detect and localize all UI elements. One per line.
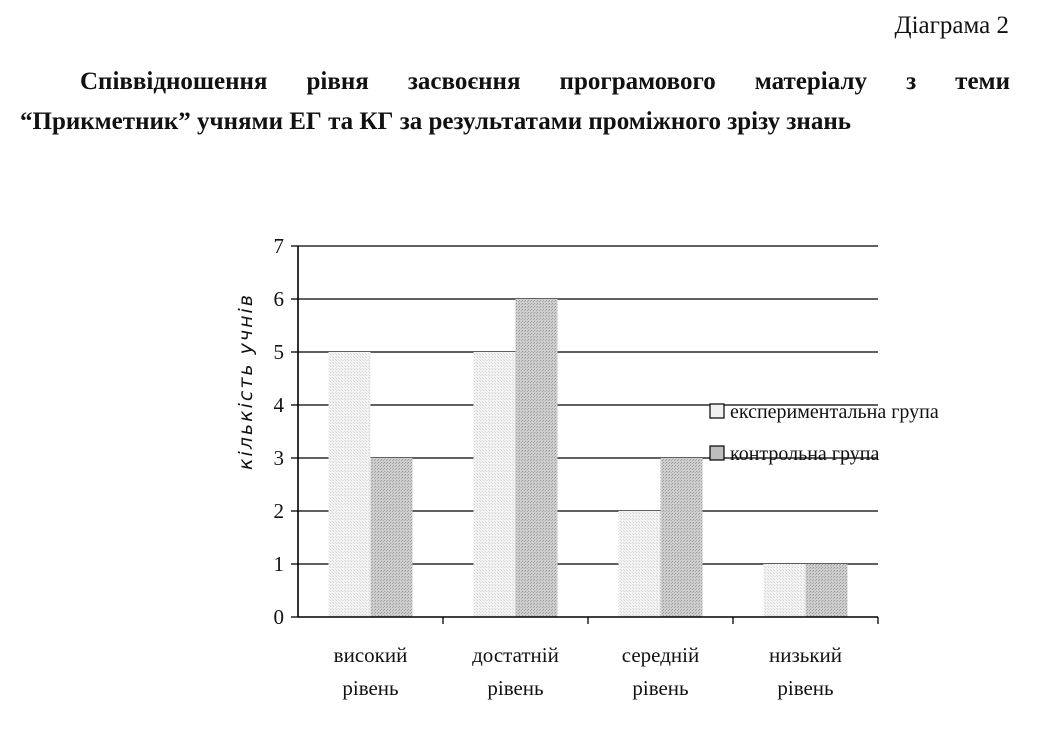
legend-swatch — [710, 446, 724, 460]
bar — [619, 511, 661, 617]
x-tick-label: високий — [333, 643, 408, 667]
y-tick-label: 3 — [273, 446, 284, 470]
bar — [516, 299, 558, 617]
y-tick-label: 1 — [273, 552, 284, 576]
bar — [474, 352, 516, 617]
bar — [371, 458, 413, 617]
chart-title-line-2: “Прикметник” учнями ЕГ та КГ за результатами проміжного зрізу знань — [20, 108, 851, 135]
y-tick-label: 6 — [273, 287, 284, 311]
x-tick-label: достатній — [472, 643, 559, 667]
y-tick-label: 5 — [273, 340, 284, 364]
bar — [661, 458, 703, 617]
y-axis-label: кількість учнів — [235, 293, 257, 470]
y-tick-label: 4 — [273, 393, 284, 417]
legend-swatch — [710, 404, 724, 418]
legend-label: контрольна група — [730, 443, 880, 465]
bar — [329, 352, 371, 617]
x-tick-label: середній — [621, 643, 700, 667]
y-tick-label: 7 — [273, 234, 284, 258]
x-tick-label: рівень — [777, 676, 834, 700]
legend-label: експериментальна група — [730, 401, 939, 423]
y-tick-label: 2 — [273, 499, 284, 523]
legend — [710, 401, 939, 465]
x-tick-label: рівень — [487, 676, 544, 700]
y-tick-label: 0 — [273, 605, 284, 629]
diagram-number: Діаграма 2 — [894, 12, 1009, 39]
chart-title-line-1: Співвідношення рівня засвоєння програмового матеріалу з теми — [80, 68, 1010, 95]
x-tick-label: рівень — [342, 676, 399, 700]
x-tick-label: низький — [768, 643, 843, 667]
bar — [806, 564, 848, 617]
bar — [764, 564, 806, 617]
x-tick-label: рівень — [632, 676, 689, 700]
